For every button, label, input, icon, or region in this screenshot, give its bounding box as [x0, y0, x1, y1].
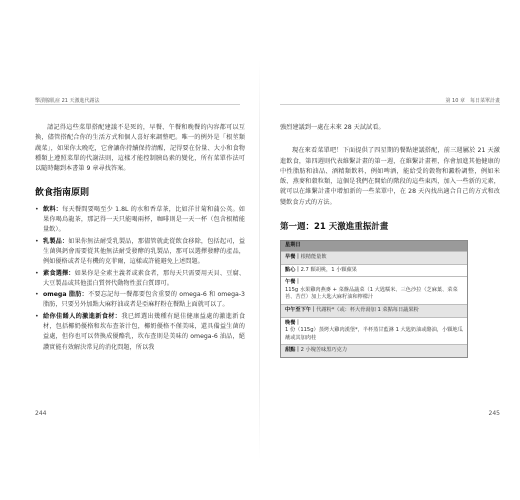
guideline-term: omega 脂肪：	[43, 291, 88, 299]
menu-row-breakfast	[281, 251, 467, 264]
meal-text: 代謝粉*（或：杯大骨湯加 1 菜點每日蔬果粉	[316, 306, 419, 313]
guideline-item	[35, 237, 245, 268]
meal-text: 2.7 顆胡桃，1 小顆蘋果	[300, 266, 357, 273]
intro-paragraph: 請記得這些菜單搭配建議不是死的，早餐、午餐和晚餐的內容都可以互換，儘管搭配合你的生活方式和個人喜好來調整吧。唯一的例外是「根莖類蔬菜」，如果你太晚吃，它會讓你持續保持清醒，記得要在份量、大小和食物種類上遵照菜單的代謝法則，這樣才能控制胰島素的變化，所有菜單作法可以隨時翻到本書第 9 章尋找答案。	[35, 124, 245, 173]
menu-intro-paragraph: 現在來看菜單吧！下面提供了四星期的餐點建議搭配，前三週屬於 21 天激進飲食，第四週則代表維繫計畫的第一週，在維繫計畫裡，你會加進其他健康的中性脂肪和油品、酒精類飲料，例如啤酒，能給受的穀物和澱粉調整，例如米飯、燕麥和穀粒類，這個是我們在開始的階段的這些東西，加入一些新的元素，就可以在維繫計畫中增加新的一些菜單中，在 28 天內找出適合自己的方式和改變飲食方式的方法。	[280, 147, 500, 206]
guideline-text: 不要忘記每一餐都要包含重要的 omega-6 和 omega-3 脂肪，只要另外加點大麻籽油或者是亞麻籽粉在餐點上面就可以了。	[43, 291, 245, 309]
meal-label: 晚餐｜	[285, 319, 301, 326]
meal-label: 早餐｜	[285, 253, 301, 260]
menu-row-dinner	[281, 317, 467, 345]
guideline-term: 素食選擇：	[43, 269, 75, 277]
page-number-left: 244	[35, 410, 47, 417]
guideline-text: 每天餐間要喝至少 1.8L 的水和香草茶，比如洋甘菊和蒲公英。如果你喝烏龍茶，那記得一天只能喝兩杯，咖啡則是一天一杯（包含根精能量飲）。	[43, 205, 245, 234]
meal-label: 甜點｜	[285, 347, 301, 354]
guideline-item	[35, 205, 245, 236]
guideline-item	[35, 290, 245, 311]
continuation-paragraph: 強烈建議到一處在未來 28 天試試看。	[280, 124, 385, 131]
guideline-text: 如果你是全素主義者或素食者，那每天只需要用天貝、豆腐、大豆製品或其他蛋白質替代動物性蛋白質即可。	[43, 269, 246, 287]
running-head-right: 第 10 章 每日菜單計畫	[445, 98, 500, 104]
meal-label: 中午至下午｜	[285, 306, 317, 313]
guideline-term: 飲料：	[43, 205, 63, 213]
header-rule-left	[35, 104, 240, 105]
guideline-text: 如果你無法耐受乳製品，那儘管就此從飲食移除，包括起司，益生菌與鈣會需要從其他無法耐受發酵的乳製品，那可以選擇發酵的產品，例如優格或者是有機的克菲爾，這樣或許能避免上述問題。	[43, 237, 246, 266]
right-page-body	[280, 123, 500, 358]
week-title: 第一週：21 天激進重振計畫	[280, 222, 389, 233]
guideline-term: 給你佳餚人的激進新食材：	[43, 312, 122, 320]
meal-text: 115g 水果雞肉燕麥 + 菜盤品蔬菜（1 大匙糯米、三色沙拉（芝麻葉、菜菜苔、苦苣）加上大匙大麻籽油和檸檬汁	[285, 286, 458, 301]
meal-label: 點心｜	[285, 266, 301, 273]
meal-text: 1 份（115g）蒸烤大雞肉漢堡*，半杯蒸甘藍淋 1 大匙奶油或酪油，小顆地瓜蘸或其加肉桂	[285, 327, 463, 341]
menu-row-dessert	[281, 344, 467, 357]
menu-row-snack	[281, 264, 467, 277]
meal-label: 午餐｜	[285, 279, 301, 286]
left-page-body	[35, 123, 245, 354]
meal-text: 根精能量飲	[300, 253, 327, 260]
guideline-text: 我已經選出幾種有絕佳健康益處的激進新食材，包括椰奶優格和坎布查茶汁包，椰奶優格不僅美味，還具備益生菌的益處，但你也可以替換成優酪乳，坎布查則是美味的 omega-6 油品，絕讚實能有效解決常見的消化問題，所以我	[43, 312, 246, 351]
menu-row-afternoon	[281, 304, 467, 317]
running-head-left: 擊潰腺肌症 21 天激進代謝法	[35, 98, 100, 104]
right-page	[260, 0, 520, 500]
meal-text: 2 小塊苦味黑巧克力	[300, 347, 348, 354]
section-title: 飲食指南原則	[35, 188, 90, 199]
menu-table	[280, 240, 468, 358]
guideline-term: 乳製品：	[43, 237, 69, 245]
guideline-item	[35, 269, 245, 290]
menu-row-lunch	[281, 276, 467, 304]
page-number-right: 245	[488, 410, 500, 417]
menu-day-header: 星期日	[281, 241, 467, 251]
guideline-list	[35, 205, 245, 353]
header-rule-right	[280, 104, 500, 105]
guideline-item	[35, 312, 245, 353]
